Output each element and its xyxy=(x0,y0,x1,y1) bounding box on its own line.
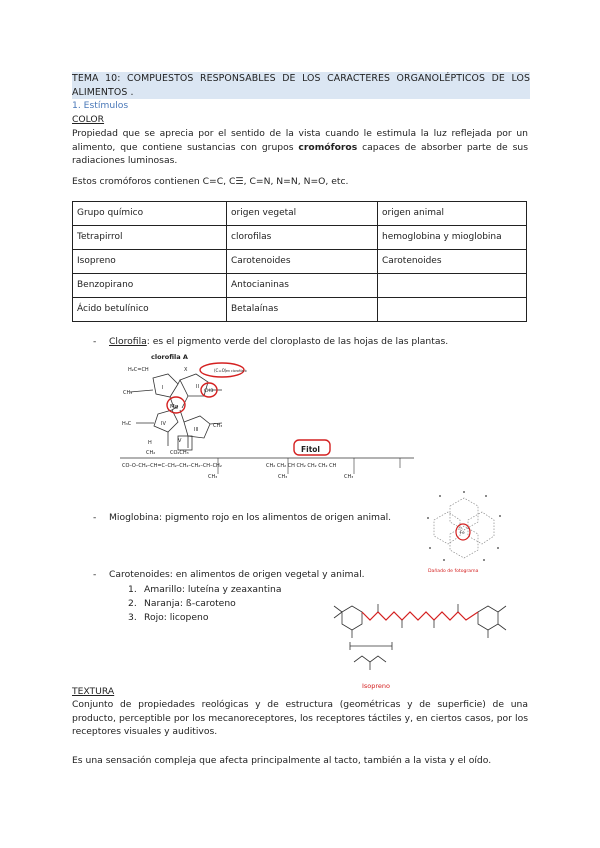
table-cell xyxy=(378,274,527,298)
svg-text:III: III xyxy=(194,427,199,433)
svg-text:I: I xyxy=(162,385,164,391)
bullet-dash: - xyxy=(93,512,97,523)
clorofila-term: Clorofila xyxy=(109,336,147,347)
svg-text:Fe: Fe xyxy=(460,530,465,535)
list-number: 2. xyxy=(128,598,137,609)
heme-caption: Dañado de fotograma xyxy=(428,569,479,574)
fitol-label: Fitol xyxy=(301,445,321,454)
svg-text:X: X xyxy=(184,367,188,373)
table-cell: Isopreno xyxy=(73,250,227,274)
table-row xyxy=(73,226,527,250)
svg-text:V: V xyxy=(178,438,182,444)
bullet-dash: - xyxy=(93,569,97,580)
chlorophyll-title: clorofila A xyxy=(151,353,188,361)
section-heading-estimulos: 1. Estímulos xyxy=(72,100,129,111)
ch3-label: CH3 xyxy=(204,389,214,394)
svg-text:H₂C=CH: H₂C=CH xyxy=(128,367,149,373)
table-header-cell: Grupo químico xyxy=(73,202,227,226)
color-paragraph xyxy=(72,127,528,168)
svg-text:IV: IV xyxy=(161,421,166,427)
carotenoides-text: Carotenoides: en alimentos de origen vegetal y animal. xyxy=(109,569,365,580)
color-paragraph-text-b: capaces de absorber parte de sus radiaciones luminosas. xyxy=(72,141,528,166)
svg-text:(C=O): (C=O) xyxy=(214,368,227,373)
chlorophyll-structure-figure xyxy=(118,350,416,488)
list-item xyxy=(128,611,281,625)
table-cell: Antocianinas xyxy=(227,274,378,298)
table-row xyxy=(73,298,527,322)
color-heading: COLOR xyxy=(72,114,105,125)
list-item-text: Naranja: ß-caroteno xyxy=(144,598,236,609)
list-number: 1. xyxy=(128,584,137,595)
table-cell: Tetrapirrol xyxy=(73,226,227,250)
table-cell: hemoglobina y mioglobina xyxy=(378,226,527,250)
carotenoid-color-list xyxy=(128,583,281,625)
document-title: TEMA 10: COMPUESTOS RESPONSABLES DE LOS CARACTERES ORGANOLÉPTICOS DE LOS ALIMENTOS . xyxy=(72,73,530,98)
bullet-mioglobina xyxy=(93,511,391,525)
list-item-text: Rojo: licopeno xyxy=(144,612,209,623)
clorofila-text: : es el pigmento verde del cloroplasto de las hojas de las plantas. xyxy=(146,336,449,347)
isoprene-label: Isopreno xyxy=(362,682,391,690)
table-cell: Ácido betulínico xyxy=(73,298,227,322)
cromoforos-term: cromóforos xyxy=(298,141,358,153)
heme-structure-figure xyxy=(420,488,508,576)
svg-text:CO–O–CH₂–CH=C–CH₂–CH₂–CH₂–CH–C: CO–O–CH₂–CH=C–CH₂–CH₂–CH₂–CH–CH₂ xyxy=(122,463,222,469)
svg-text:CH₂: CH₂ xyxy=(146,450,156,456)
clorofila-b-note: en clorofila b xyxy=(226,369,247,373)
table-cell: Betalaínas xyxy=(227,298,378,322)
textura-sensation-paragraph: Es una sensación compleja que afecta principalmente al tacto, también a la vista y el oído. xyxy=(72,755,492,766)
table-cell: Carotenoides xyxy=(378,250,527,274)
table-cell: Carotenoides xyxy=(227,250,378,274)
list-item xyxy=(128,597,281,611)
table-cell: clorofilas xyxy=(227,226,378,250)
bullet-clorofila xyxy=(93,335,448,349)
bullet-dash: - xyxy=(93,336,97,347)
svg-text:CH₃: CH₃ xyxy=(123,390,133,396)
list-item-text: Amarillo: luteína y zeaxantina xyxy=(144,584,282,595)
pigment-table xyxy=(72,201,527,322)
cromoforos-paragraph: Estos cromóforos contienen C=C, C☰, C=N, N=N, N=O, etc. xyxy=(72,176,349,187)
svg-text:CH₃: CH₃ xyxy=(278,474,288,480)
table-cell xyxy=(378,298,527,322)
table-row xyxy=(73,274,527,298)
textura-paragraph: Conjunto de propiedades reológicas y de estructura (geométricas y de superficie) de una producto, perceptible por los mecanoreceptores, los receptores táctiles y, en ciertos casos, por los receptores visuales y auditivos. xyxy=(72,699,528,737)
table-header-row xyxy=(73,202,527,226)
svg-text:CH₃: CH₃ xyxy=(344,474,354,480)
list-item xyxy=(128,583,281,597)
svg-text:H: H xyxy=(148,440,152,446)
mioglobina-text: Mioglobina: pigmento rojo en los alimentos de origen animal. xyxy=(109,512,392,523)
svg-text:CH₂ CH₂ CH CH₂ CH₂ CH₂ CH: CH₂ CH₂ CH CH₂ CH₂ CH₂ CH xyxy=(266,463,337,469)
bullet-carotenoides xyxy=(93,568,365,582)
color-paragraph-text-a: Propiedad que se aprecia por el sentido de la vista cuando le estimula la luz reflejada por un alimento, que contiene sustancias con grupos xyxy=(72,128,528,153)
svg-text:CH₃: CH₃ xyxy=(213,423,223,429)
svg-text:CO₂CH₃: CO₂CH₃ xyxy=(170,450,189,456)
carotene-isoprene-figure xyxy=(330,598,510,693)
textura-heading: TEXTURA xyxy=(72,686,115,697)
table-row xyxy=(73,250,527,274)
magnesium-label: Mg xyxy=(170,404,179,410)
table-header-cell: origen animal xyxy=(378,202,527,226)
svg-text:II: II xyxy=(196,384,199,390)
table-header-cell: origen vegetal xyxy=(227,202,378,226)
svg-text:H₃C: H₃C xyxy=(122,421,132,427)
list-number: 3. xyxy=(128,612,137,623)
svg-text:CH₃: CH₃ xyxy=(208,474,218,480)
table-cell: Benzopirano xyxy=(73,274,227,298)
